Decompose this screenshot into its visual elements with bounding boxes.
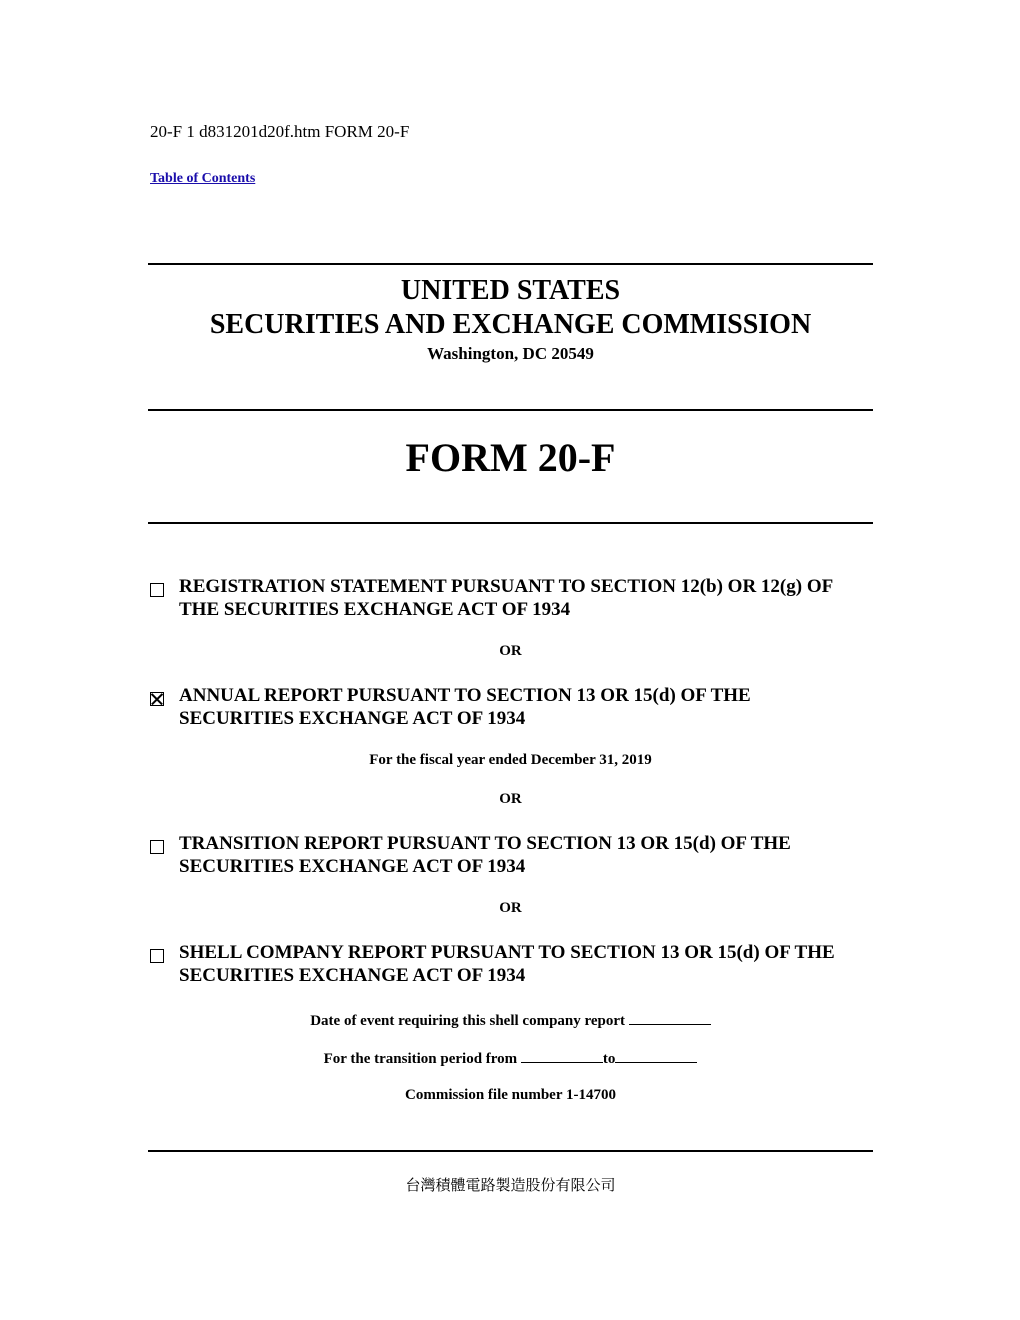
agency-name: SECURITIES AND EXCHANGE COMMISSION: [209, 309, 812, 340]
form-title: FORM 20-F: [405, 435, 616, 480]
shell-event-label: Date of event requiring this shell company report: [310, 1013, 626, 1029]
or-separator: OR: [499, 900, 522, 916]
or-separator: OR: [499, 791, 522, 807]
transition-report-label: TRANSITION REPORT PURSUANT TO SECTION 13 OR 15(d) OF THE SECURITIES EXCHANGE ACT OF 1934: [179, 833, 791, 877]
or-separator: OR: [499, 643, 522, 659]
shell-company-report-label: SHELL COMPANY REPORT PURSUANT TO SECTION 13 OR 15(d) OF THE SECURITIES EXCHANGE ACT OF 1934: [179, 942, 835, 986]
registration-statement-label: REGISTRATION STATEMENT PURSUANT TO SECTION 12(b) OR 12(g) OF THE SECURITIES EXCHANGE ACT OF 1934: [179, 576, 833, 620]
agency-country: UNITED STATES: [400, 275, 621, 306]
divider: [148, 263, 873, 265]
transition-to-label: to: [602, 1051, 616, 1067]
shell-event-date-blank: [629, 1010, 711, 1025]
shell-event-line: [148, 1010, 873, 1030]
fiscal-year-text: For the fiscal year ended December 31, 2019: [369, 752, 652, 768]
divider: [148, 409, 873, 411]
transition-from-label: For the transition period from: [323, 1051, 518, 1067]
transition-period-line: [148, 1048, 873, 1068]
shell-company-report-checkbox[interactable]: [150, 949, 164, 963]
divider: [148, 522, 873, 524]
divider: [148, 1150, 873, 1152]
commission-file-number: Commission file number 1-14700: [405, 1087, 616, 1103]
table-of-contents-link[interactable]: Table of Contents: [150, 171, 256, 186]
transition-report-checkbox[interactable]: [150, 840, 164, 854]
annual-report-checkbox[interactable]: [150, 692, 164, 706]
transition-from-blank: [521, 1048, 603, 1063]
registration-statement-checkbox[interactable]: [150, 583, 164, 597]
annual-report-label: ANNUAL REPORT PURSUANT TO SECTION 13 OR 15(d) OF THE SECURITIES EXCHANGE ACT OF 1934: [179, 685, 751, 729]
company-name-chinese: 台灣積體電路製造股份有限公司: [405, 1176, 616, 1194]
transition-to-blank: [615, 1048, 697, 1063]
file-header: 20-F 1 d831201d20f.htm FORM 20-F: [150, 122, 410, 141]
agency-address: Washington, DC 20549: [427, 344, 594, 363]
